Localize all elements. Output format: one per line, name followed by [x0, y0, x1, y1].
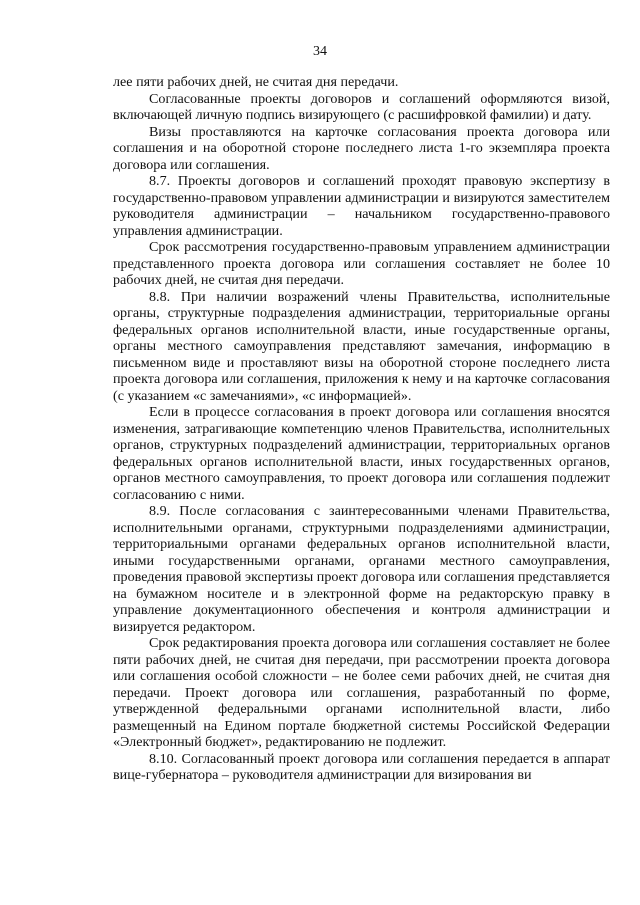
- paragraph: 8.7. Проекты договоров и соглашений проходят правовую экспертизу в государственно-правовом управлении администрации и визируются заместителем руководителя администрации – начальником государственно-правового управления администрации.: [113, 173, 610, 239]
- paragraph: 8.9. После согласования с заинтересованными членами Правительства, исполнительными органами, структурными подразделениями администрации, территориальными органами федеральных органов исполнительной власти, иными государственными органами, органами местного самоуправления, проведения правовой экспертизы проект договора или соглашения представляется на бумажном носителе и в электронной форме на редакторскую правку в управление документационного обеспечения и контроля администрации и визируется редактором.: [113, 503, 610, 635]
- paragraph: Срок редактирования проекта договора или соглашения составляет не более пяти рабочих дней, не считая дня передачи, при рассмотрении проекта договора или соглашения особой сложности – не более семи рабочих дней, не считая дня передачи. Проект договора или соглашения, разработанный по форме, утвержденной федеральными органами исполнительной власти, либо размещенный на Едином портале бюджетной системы Российской Федерации «Электронный бюджет», редактированию не подлежит.: [113, 635, 610, 750]
- paragraph: 8.10. Согласованный проект договора или соглашения передается в аппарат вице-губернатора – руководителя администрации для визирования ви: [113, 750, 610, 783]
- paragraph: Согласованные проекты договоров и соглашений оформляются визой, включающей личную подпись визирующего (с расшифровкой фамилии) и дату.: [113, 90, 610, 123]
- paragraph: Если в процессе согласования в проект договора или соглашения вносятся изменения, затрагивающие компетенцию членов Правительства, исполнительных органов, структурных подразделений администрации, территориальных органов федеральных органов исполнительной власти, иных государственных органов, органов местного самоуправления, то проект договора или соглашения подлежит согласованию с ними.: [113, 404, 610, 503]
- page-number: 34: [313, 44, 327, 59]
- paragraph: 8.8. При наличии возражений члены Правительства, исполнительные органы, структурные подразделения администрации, территориальные органы федеральных органов исполнительной власти, иные государственные органы, органы местного самоуправления представляют замечания, информацию в письменном виде и проставляют визы на оборотной стороне последнего листа проекта договора или соглашения, приложения к нему и на карточке согласования (с указанием «с замечаниями», «с информацией».: [113, 288, 610, 404]
- document-body: [113, 74, 610, 784]
- paragraph: Срок рассмотрения государственно-правовым управлением администрации представленного проекта договора или соглашения составляет не более 10 рабочих дней, не считая дня передачи.: [113, 239, 610, 288]
- paragraph: Визы проставляются на карточке согласования проекта договора или соглашения и на оборотной стороне последнего листа 1-го экземпляра проекта договора или соглашения.: [113, 123, 610, 173]
- paragraph: лее пяти рабочих дней, не считая дня передачи.: [113, 74, 399, 90]
